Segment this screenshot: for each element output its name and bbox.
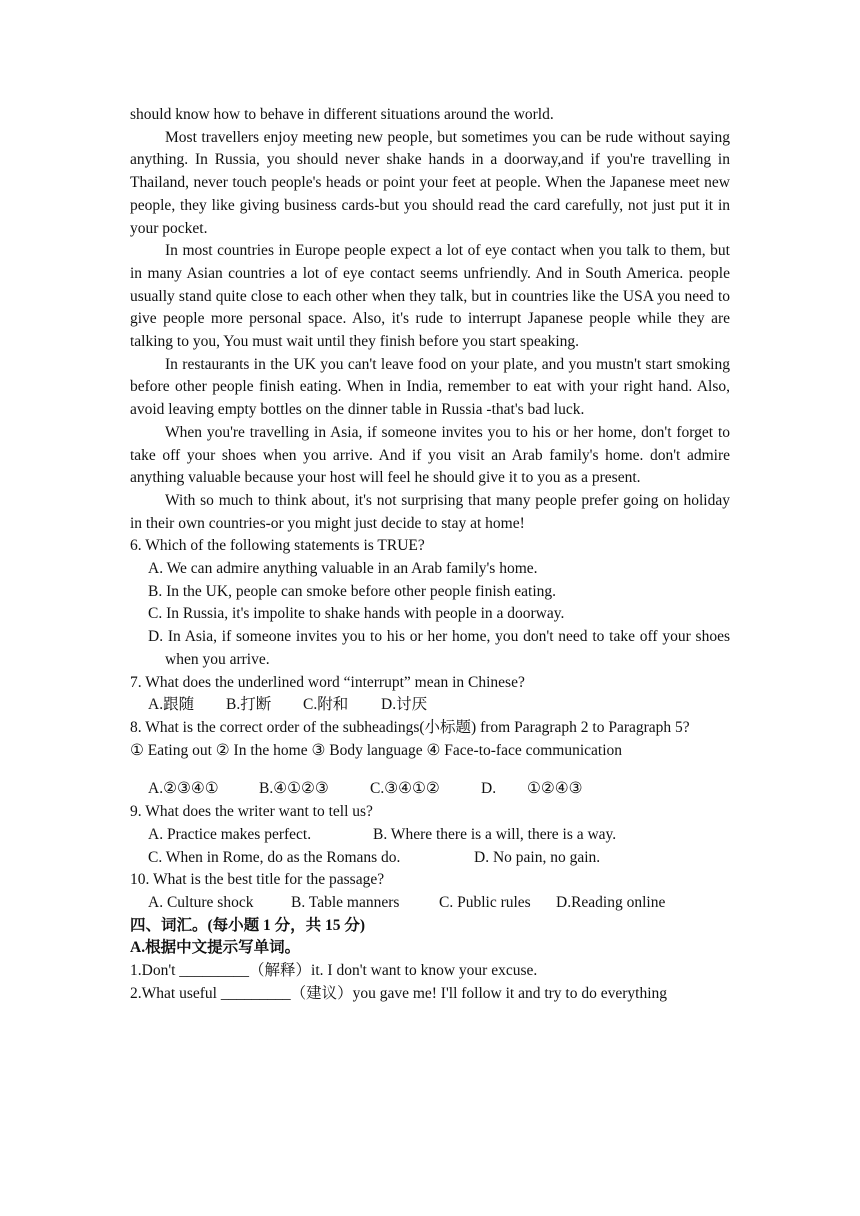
question-7-stem: 7. What does the underlined word “interrupt” mean in Chinese?: [130, 673, 525, 691]
question-9-stem: 9. What does the writer want to tell us?: [130, 803, 373, 821]
section-4-part-a: A.根据中文提示写单词。: [130, 939, 301, 957]
passage-paragraph-2: Most travellers enjoy meeting new people, but sometimes you can be rude without saying anything. In Russia, you should never shake hands in a doorway,and if you're travelling in Thailand, never touch people's heads or point your feet at people. When the Japanese meet new people, they like giving business cards-but you should read the card carefully, not just put it in your pocket.: [130, 128, 730, 237]
question-9-option-d: D. No pain, no gain.: [474, 848, 601, 866]
section-4-title: 四、词汇。(每小题 1 分，共 15 分): [130, 916, 366, 934]
question-7-option-a: A.跟随: [148, 696, 195, 714]
question-7-option-d: D.讨厌: [381, 696, 428, 714]
question-7-options: [130, 694, 730, 717]
question-10-options: [130, 892, 730, 915]
vocab-exercise-1: 1.Don't _________（解释）it. I don't want to know your excuse.: [130, 962, 538, 980]
question-6-option-a: A. We can admire anything valuable in an Arab family's home.: [148, 560, 538, 578]
question-6-stem: 6. Which of the following statements is TRUE?: [130, 537, 425, 555]
passage-paragraph-3: In most countries in Europe people expect a lot of eye contact when you talk to them, but in many Asian countries a lot of eye contact seems unfriendly. And in South America. people usually stand quite close to each other when they talk, but in countries like the USA you need to give people more personal space. Also, it's rude to interrupt Japanese people while they are talking to you, You must wait until they finish before you start speaking.: [130, 242, 730, 351]
question-9-options-row2: [130, 847, 730, 870]
document-page: [130, 104, 730, 1005]
question-10-option-b: B. Table manners: [291, 893, 400, 911]
question-9-option-b: B. Where there is a will, there is a way.: [373, 825, 617, 843]
question-10-stem: 10. What is the best title for the passage?: [130, 871, 385, 889]
question-8-stem: 8. What is the correct order of the subheadings(小标题) from Paragraph 2 to Paragraph 5?: [130, 718, 690, 736]
question-10-option-a: A. Culture shock: [148, 893, 254, 911]
question-6-option-d: D. In Asia, if someone invites you to his or her home, you don't need to take off your shoes when you arrive.: [148, 628, 730, 668]
question-6-option-b: B. In the UK, people can smoke before other people finish eating.: [148, 582, 557, 600]
question-8-subheadings: ① Eating out ② In the home ③ Body language ④ Face-to-face communication: [130, 741, 623, 759]
question-8-option-a: A.②③④①: [148, 780, 219, 798]
question-8-options: [130, 778, 730, 801]
passage-paragraph-1: should know how to behave in different situations around the world.: [130, 106, 554, 123]
question-8-option-d-label: D.: [481, 780, 497, 798]
question-8-option-c: C.③④①②: [370, 780, 440, 798]
passage-paragraph-5: When you're travelling in Asia, if someone invites you to his or her home, don't forget to take off your shoes when you arrive. And if you visit an Arab family's home. don't admire anything valuable because your host will feel he should give it to you as a present.: [130, 423, 730, 487]
question-6-option-c: C. In Russia, it's impolite to shake hands with people in a doorway.: [148, 605, 565, 623]
question-8-option-b: B.④①②③: [259, 780, 329, 798]
question-9-options-row1: [130, 824, 730, 847]
passage-paragraph-4: In restaurants in the UK you can't leave food on your plate, and you mustn't start smoking before other people finish eating. When in India, remember to eat with your right hand. Also, avoid leaving empty bottles on the dinner table in Russia -that's bad luck.: [130, 355, 730, 419]
question-8-option-d-value: ①②④③: [527, 780, 583, 798]
passage-paragraph-6: With so much to think about, it's not surprising that many people prefer going on holiday in their own countries-or you might just decide to stay at home!: [130, 491, 730, 532]
question-9-option-a: A. Practice makes perfect.: [148, 825, 312, 843]
question-10-option-d: D.Reading online: [556, 893, 666, 911]
question-10-option-c: C. Public rules: [439, 893, 531, 911]
vocab-exercise-2: 2.What useful _________（建议）you gave me! I'll follow it and try to do everything: [130, 984, 668, 1002]
question-9-option-c: C. When in Rome, do as the Romans do.: [148, 848, 401, 866]
question-7-option-b: B.打断: [226, 696, 272, 714]
question-7-option-c: C.附和: [303, 696, 349, 714]
